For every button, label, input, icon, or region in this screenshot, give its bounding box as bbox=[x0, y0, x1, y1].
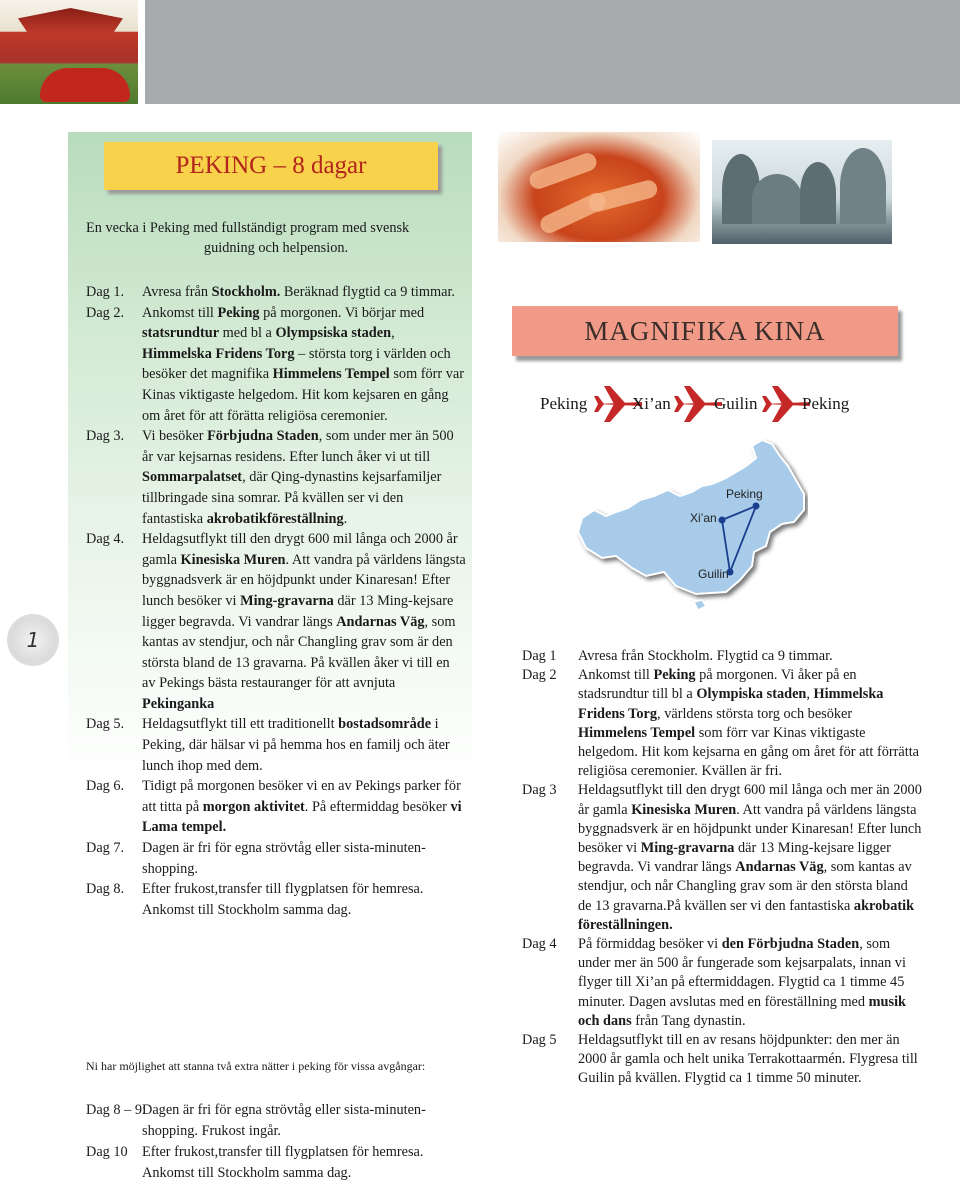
day-label: Dag 2. bbox=[86, 304, 125, 321]
extra-itinerary bbox=[86, 1100, 476, 1184]
map-label-peking: Peking bbox=[726, 487, 763, 501]
extra-nights-note: Ni har möjlighet att stanna två extra nätter i peking för vissa avgångar: bbox=[86, 1059, 426, 1073]
day-item bbox=[86, 879, 466, 920]
day-text: Heldagsutflykt till den drygt 600 mil långa och 2000 år gamla Kinesiska Muren. Att vandra på världens längsta byggnadsverk är en höjdpunkt under Kinaresan! Efter lunch besöker vi Ming-gravarna där 13 Ming-kejsare ligger begravda. Vi vandrar längs Andarnas Väg, som kantas av stendjur, och når Changling grav som är den största bland de 13 gravarna. På kvällen åker vi till en av Pekings bästa restauranger för att avnjuta Pekinganka bbox=[142, 531, 466, 712]
itinerary-8-days bbox=[86, 282, 466, 920]
peking-marker bbox=[753, 503, 760, 510]
flower-bed bbox=[40, 68, 130, 102]
page-number: 1 bbox=[9, 616, 57, 664]
day-item bbox=[86, 426, 466, 529]
hainan-island bbox=[694, 600, 706, 610]
tiananmen-photo bbox=[0, 0, 138, 104]
page-title: PEKING – 8 dagar bbox=[104, 142, 438, 190]
peking-duck-photo bbox=[498, 132, 700, 242]
intro-line-1: En vecka i Peking med fullständigt program med svensk bbox=[86, 220, 410, 236]
day-text: Efter frukost,transfer till flygplatsen för hemresa. Ankomst till Stockholm samma dag. bbox=[142, 881, 424, 918]
route-line bbox=[512, 384, 912, 424]
day-label: Dag 6. bbox=[86, 778, 125, 795]
day-text: Heldagsutflykt till ett traditionellt bostadsområde i Peking, där hälsar vi på hemma hos en familj och äter lunch ihop med dem. bbox=[142, 716, 450, 774]
day-text: Ankomst till Peking på morgonen. Vi åker på en stadsrundtur till bl a Olympiska staden, Himmelska Fridens Torg, världens största torg och besöker Himmelens Tempel som förr var Kinas viktigaste helgedom. Hit kom kejsarna en gång om året för att förrätta religiösa ceremonier. Kvällen är fri. bbox=[578, 667, 920, 780]
day-text: På förmiddag besöker vi den Förbjudna Staden, som under mer än 500 år fungerade som kejsarpalats, innan vi flyger till Xi’an på eftermiddagen. Flygtid ca 1 timme 45 minuter. Dagen avslutas med en föreställning med musik och dans från Tang dynastin. bbox=[578, 936, 906, 1029]
day-item bbox=[86, 282, 466, 303]
day-label: Dag 1 bbox=[522, 648, 557, 664]
day-text: Vi besöker Förbjudna Staden, som under mer än 500 år var kejsarnas residens. Efter lunch åker vi ut till Sommarpalatset, där Qing-dynastins kejsarfamiljer tillbringade sina somrar. På kvällen ser vi den fantastiska akrobatikföreställning. bbox=[142, 428, 454, 527]
day-item bbox=[522, 1031, 922, 1089]
day-label: Dag 1. bbox=[86, 284, 125, 300]
day-item bbox=[86, 1142, 476, 1184]
day-label: Dag 8. bbox=[86, 881, 125, 898]
route-stop-1: Peking bbox=[540, 394, 588, 413]
day-label: Dag 8 – 9: bbox=[86, 1102, 146, 1118]
day-item bbox=[522, 781, 922, 935]
day-item bbox=[522, 647, 922, 666]
map-label-xian: Xi’an bbox=[690, 511, 717, 525]
day-item bbox=[86, 714, 466, 776]
intro-line-2: guidning och helpension. bbox=[203, 240, 349, 256]
day-label: Dag 5 bbox=[522, 1032, 557, 1049]
tour-title: MAGNIFIKA KINA bbox=[512, 306, 898, 356]
day-text: Tidigt på morgonen besöker vi en av Pekings parker för att titta på morgon aktivitet. På eftermiddag besöker vi Lama tempel. bbox=[142, 778, 462, 836]
day-text: Avresa från Stockholm. Beräknad flygtid ca 9 timmar. bbox=[142, 284, 456, 300]
china-map bbox=[576, 436, 808, 614]
day-label: Dag 2 bbox=[522, 667, 557, 684]
day-label: Dag 3. bbox=[86, 428, 125, 445]
day-item bbox=[86, 776, 466, 838]
map-label-guilin: Guilin bbox=[698, 567, 729, 581]
day-text: Avresa från Stockholm. Flygtid ca 9 timmar. bbox=[578, 648, 833, 664]
route-stop-4: Peking bbox=[802, 394, 850, 413]
day-item bbox=[86, 529, 466, 714]
day-label: Dag 5. bbox=[86, 716, 125, 733]
day-label: Dag 4 bbox=[522, 936, 557, 953]
route-stop-2: Xi’an bbox=[632, 394, 671, 413]
guilin-landscape-photo bbox=[712, 140, 892, 244]
day-item bbox=[86, 303, 466, 427]
route-stop-3: Guilin bbox=[714, 394, 758, 413]
day-text: Efter frukost,transfer till flygplatsen för hemresa. Ankomst till Stockholm samma dag. bbox=[142, 1144, 424, 1181]
day-label: Dag 7. bbox=[86, 840, 125, 857]
day-label: Dag 4. bbox=[86, 531, 125, 548]
day-item bbox=[522, 666, 922, 781]
day-item bbox=[86, 1100, 476, 1142]
itinerary-right bbox=[522, 647, 922, 1089]
day-text: Heldagsutflykt till den drygt 600 mil långa och mer än 2000 år gamla Kinesiska Muren. Att vandra på världens längsta byggnadsverk är en höjdpunkt under Kinaresan! Efter lunch besöker vi Ming-gravarna där 13 Ming-kejsare ligger begravda. Vi vandrar längs Andarnas Väg, som kantas av stendjur, och når Changling grav som är den största bland de 13 gravarna.På kvällen ser vi den fantastiska akrobatik föreställningen. bbox=[578, 782, 922, 933]
day-label: Dag 3 bbox=[522, 782, 557, 799]
header-bar bbox=[145, 0, 960, 104]
intro-text bbox=[86, 218, 466, 258]
gate-roof bbox=[18, 8, 123, 34]
day-item bbox=[86, 838, 466, 879]
day-text: Dagen är fri för egna strövtåg eller sista-minuten-shopping. Frukost ingår. bbox=[142, 1102, 426, 1139]
day-item bbox=[522, 935, 922, 1031]
day-text: Dagen är fri för egna strövtåg eller sista-minuten-shopping. bbox=[142, 840, 426, 877]
day-text: Heldagsutflykt till en av resans höjdpunkter: den mer än 2000 år gamla och helt unika Terrakottaarmén. Flygresa till Guilin på kvällen. Flygtid ca 1 timme 50 minuter. bbox=[578, 1032, 918, 1087]
day-text: Ankomst till Peking på morgonen. Vi börjar med statsrundtur med bl a Olympsiska staden, Himmelska Fridens Torg – största torg i världen och besöker det magnifika Himmelens Tempel som förr var Kinas viktigaste helgedom. Hit kom kejsaren en gång om året för att förätta religiösa ceremonier. bbox=[142, 304, 465, 424]
day-label: Dag 10 bbox=[86, 1144, 128, 1160]
xian-marker bbox=[719, 517, 726, 524]
